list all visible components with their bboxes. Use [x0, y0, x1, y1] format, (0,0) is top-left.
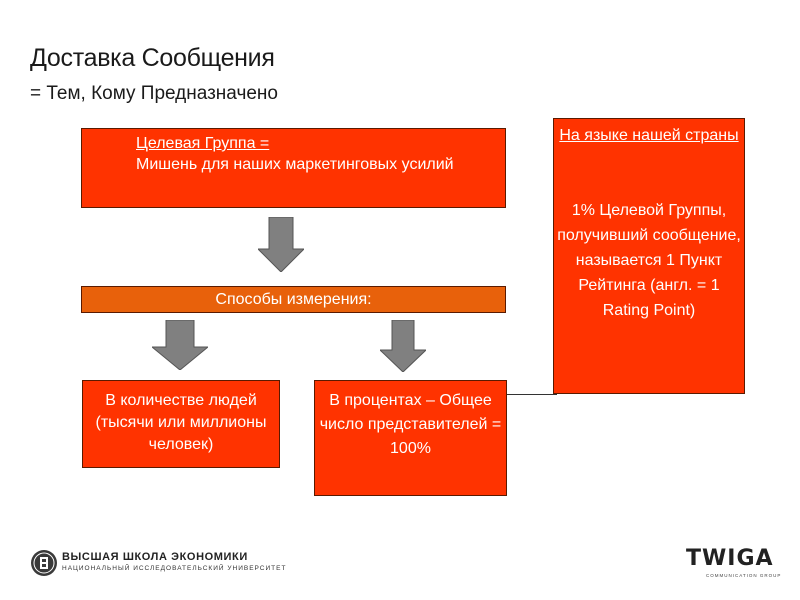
hse-name: ВЫСШАЯ ШКОЛА ЭКОНОМИКИ: [62, 551, 248, 563]
arrow-down-icon: [258, 217, 304, 272]
note-heading: На языке нашей страны: [559, 127, 739, 144]
slide-subtitle: = Тем, Кому Предназначено: [30, 83, 278, 104]
people-count-box: В количестве людей (тысячи или миллионы человек): [82, 380, 280, 468]
twiga-logo: TWIGA: [686, 546, 774, 571]
hse-tagline: НАЦИОНАЛЬНЫЙ ИССЛЕДОВАТЕЛЬСКИЙ УНИВЕРСИТЕТ: [62, 565, 287, 572]
twiga-tagline: COMMUNICATION GROUP: [706, 573, 782, 578]
slide-title: Доставка Сообщения: [30, 44, 275, 72]
hse-logo-icon: [30, 549, 58, 577]
target-group-definition: Мишень для наших маркетинговых усилий: [136, 156, 454, 173]
percent-box: В процентах – Общее число представителей = 100%: [314, 380, 507, 496]
rating-point-note-box: [553, 118, 745, 394]
arrow-down-icon: [380, 320, 426, 372]
target-group-heading: Целевая Группа =: [136, 135, 270, 152]
arrow-down-icon: [152, 320, 208, 370]
connector-line: [507, 394, 557, 395]
measurement-methods-box: Способы измерения:: [81, 286, 506, 313]
target-group-box: [81, 128, 506, 208]
note-body: 1% Целевой Группы, получивший сообщение, называется 1 Пункт Рейтинга (англ. = 1 Rating Point): [557, 202, 741, 319]
